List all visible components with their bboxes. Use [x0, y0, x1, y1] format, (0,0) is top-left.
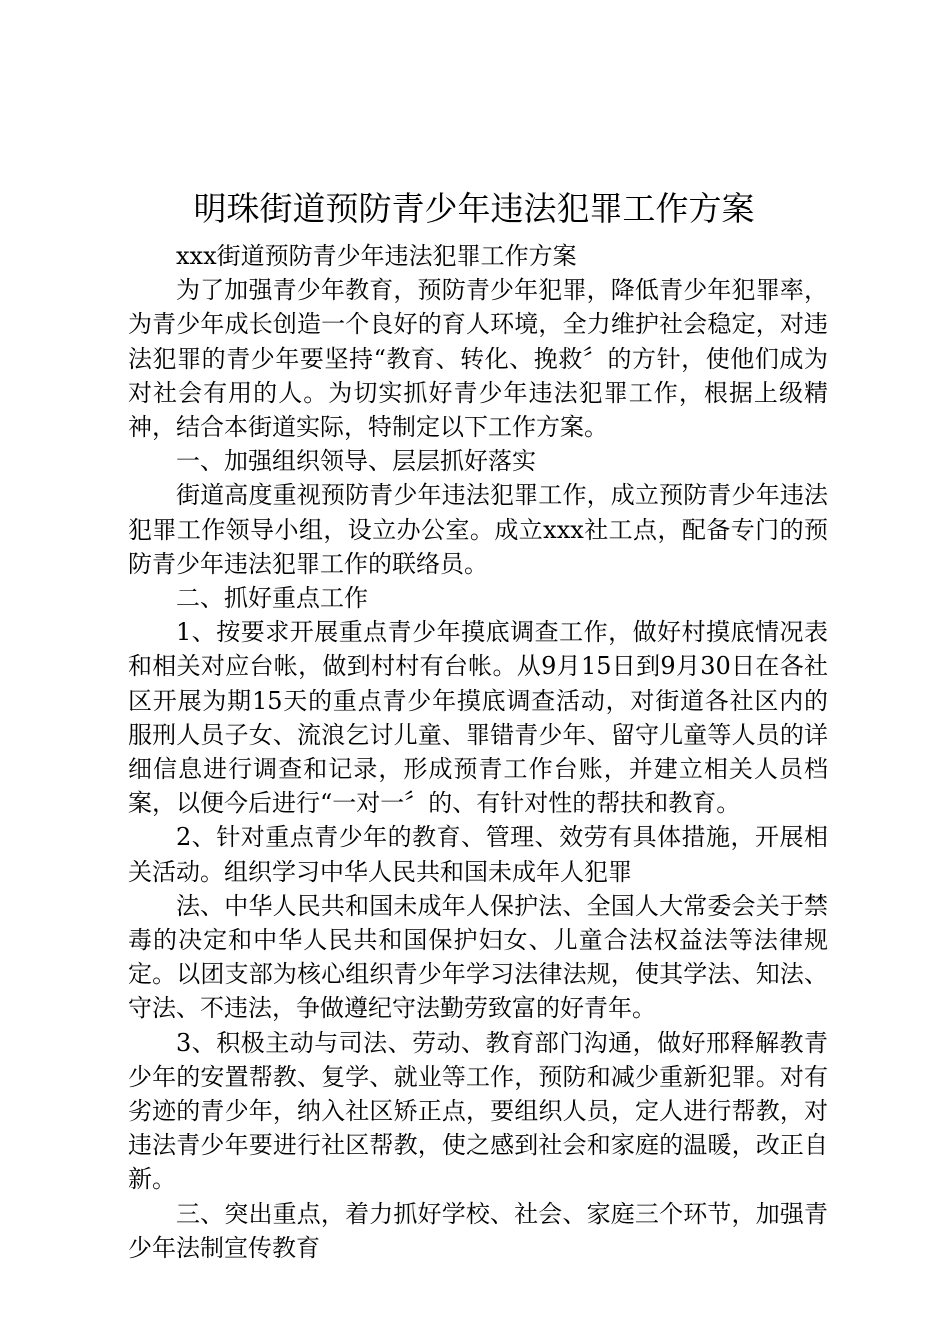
section-heading-2: 二、抓好重点工作 [176, 584, 368, 613]
section-1-paragraph: 街道高度重视预防青少年违法犯罪工作，成立预防青少年违法犯罪工作领导小组，设立办公室。成立xxx社工点，配备专门的预防青少年违法犯罪工作的联络员。 [128, 481, 828, 578]
section-heading-3: 三、突出重点，着力抓好学校、社会、家庭三个环节，加强青少年法制宣传教育 [128, 1199, 828, 1262]
document-page [128, 183, 828, 1265]
item-2-paragraph: 2、针对重点青少年的教育、管理、效劳有具体措施，开展相关活动。组织学习中华人民共和国未成年人犯罪 [128, 823, 828, 886]
intro-paragraph: 为了加强青少年教育，预防青少年犯罪，降低青少年犯罪率，为青少年成长创造一个良好的育人环境，全力维护社会稳定，对违法犯罪的青少年要坚持“教育、转化、挽救〞的方针，使他们成为对社会有用的人。为切实抓好青少年违法犯罪工作，根据上级精神，结合本街道实际，特制定以下工作方案。 [128, 276, 828, 442]
section-heading-1: 一、加强组织领导、层层抓好落实 [176, 447, 536, 476]
document-title: 明珠街道预防青少年违法犯罪工作方案 [193, 189, 755, 228]
item-1-paragraph: 1、按要求开展重点青少年摸底调查工作，做好村摸底情况表和相关对应台帐，做到村村有台帐。从9月15日到9月30日在各社区开展为期15天的重点青少年摸底调查活动，对街道各社区内的服刑人员子女、流浪乞讨儿童、罪错青少年、留守儿童等人员的详细信息进行调查和记录，形成预青工作台账，并建立相关人员档案，以便今后进行“一对一〞的、有针对性的帮扶和教育。 [128, 618, 828, 818]
item-2-continuation-paragraph: 法、中华人民共和国未成年人保护法、全国人大常委会关于禁毒的决定和中华人民共和国保护妇女、儿童合法权益法等法律规定。以团支部为核心组织青少年学习法律法规，使其学法、知法、守法、不违法，争做遵纪守法勤劳致富的好青年。 [128, 891, 828, 1023]
document-subtitle: xxx街道预防青少年违法犯罪工作方案 [176, 242, 577, 270]
item-3-paragraph: 3、积极主动与司法、劳动、教育部门沟通，做好邢释解教青少年的安置帮教、复学、就业等工作，预防和减少重新犯罪。对有劣迹的青少年，纳入社区矫正点，要组织人员，定人进行帮教，对违法青少年要进行社区帮教，使之感到社会和家庭的温暖，改正自新。 [128, 1028, 828, 1194]
